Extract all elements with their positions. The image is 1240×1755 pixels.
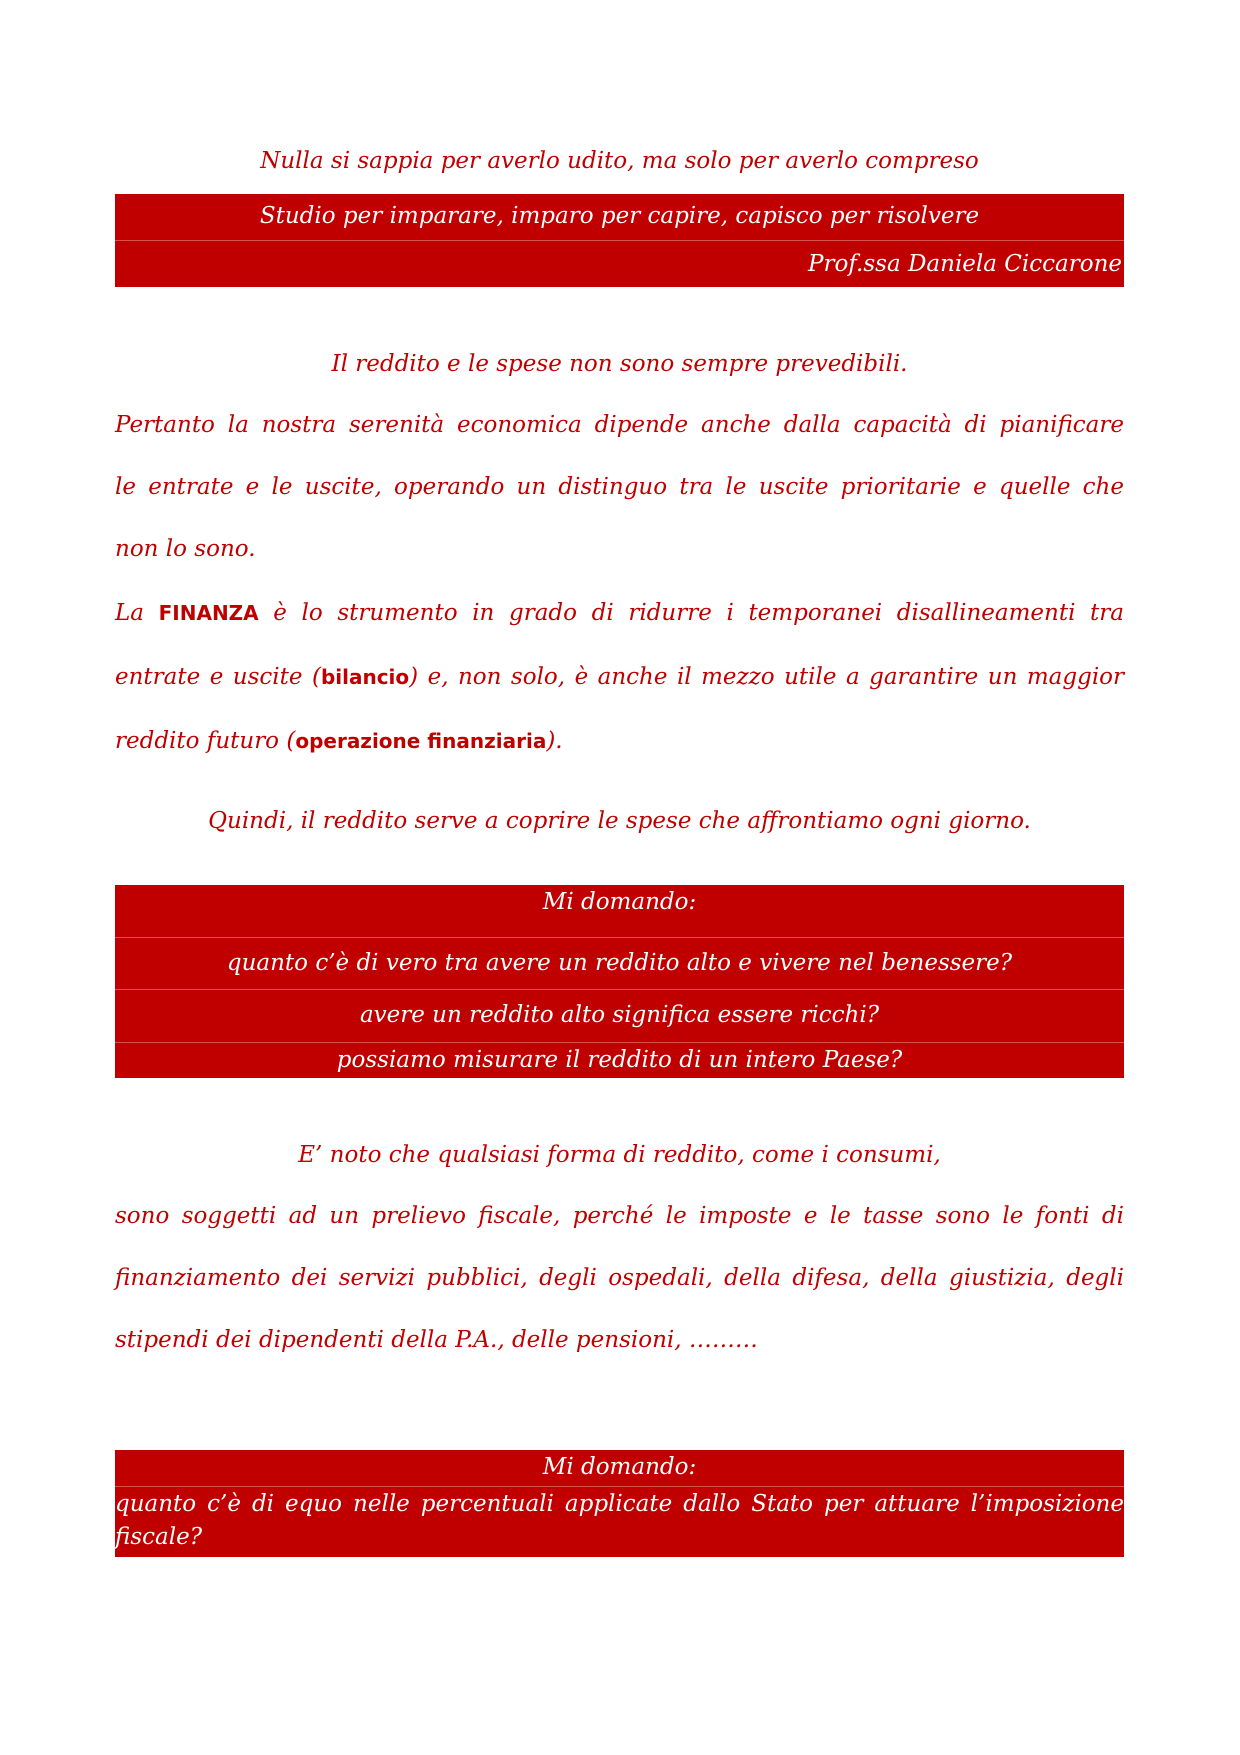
question-box-2-q1-line2: fiscale? [115,1524,203,1550]
section1-para2-line2 [115,662,1124,692]
question-box-1-q1: quanto c’è di vero tra avere un reddito alto e vivere nel benessere? [115,937,1124,989]
text-segment: ). [546,728,563,754]
question-box-2-q1-line1: quanto c’è di equo nelle percentuali applicate dallo Stato per attuare l’imposizione [115,1486,1124,1522]
text-segment: La [115,600,159,626]
operazione-finanziaria-keyword: operazione finanziaria [295,729,547,753]
section2-line2: finanziamento dei servizi pubblici, degli ospedali, della difesa, della giustizia, degli [115,1265,1124,1291]
section1-para1-line3: non lo sono. [115,536,256,562]
section2-line1: sono soggetti ad un prelievo fiscale, perché le imposte e le tasse sono le fonti di [115,1203,1124,1229]
text-segment: è lo strumento in grado di ridurre i temporanei disallineamenti tra [258,600,1125,626]
question-box-2 [115,1450,1124,1557]
section1-para2-line3 [115,726,1124,756]
text-segment: ) e, non solo, è anche il mezzo utile a garantire un maggior [409,664,1125,690]
section1-intro: Il reddito e le spese non sono sempre prevedibili. [331,351,908,377]
header-band [115,194,1124,287]
section1-para1-line1: Pertanto la nostra serenità economica dipende anche dalla capacità di pianificare [115,412,1124,438]
bilancio-keyword: bilancio [320,665,410,689]
header-subtitle: Studio per imparare, imparo per capire, capisco per risolvere [259,203,980,229]
question-box-1-q3: possiamo misurare il reddito di un intero Paese? [115,1042,1124,1078]
section2-line3: stipendi dei dipendenti della P.A., delle pensioni, ……… [115,1327,758,1353]
motto: Nulla si sappia per averlo udito, ma solo per averlo compreso [260,148,979,174]
finanza-keyword: FINANZA [158,601,259,625]
question-box-1 [115,885,1124,1078]
text-segment: entrate e uscite ( [115,664,321,690]
header-author: Prof.ssa Daniela Ciccarone [115,240,1124,287]
question-box-2-heading: Mi domando: [542,1454,697,1480]
section1-conclusion: Quindi, il reddito serve a coprire le spese che affrontiamo ogni giorno. [208,808,1031,834]
section1-para1-line2: le entrate e le uscite, operando un distinguo tra le uscite prioritarie e quelle che [115,474,1124,500]
question-box-1-q2: avere un reddito alto significa essere ricchi? [115,989,1124,1042]
question-box-1-heading: Mi domando: [542,889,697,915]
section1-para2-line1 [115,598,1124,628]
text-segment: reddito futuro ( [115,728,296,754]
section2-intro: E’ noto che qualsiasi forma di reddito, come i consumi, [298,1142,941,1168]
